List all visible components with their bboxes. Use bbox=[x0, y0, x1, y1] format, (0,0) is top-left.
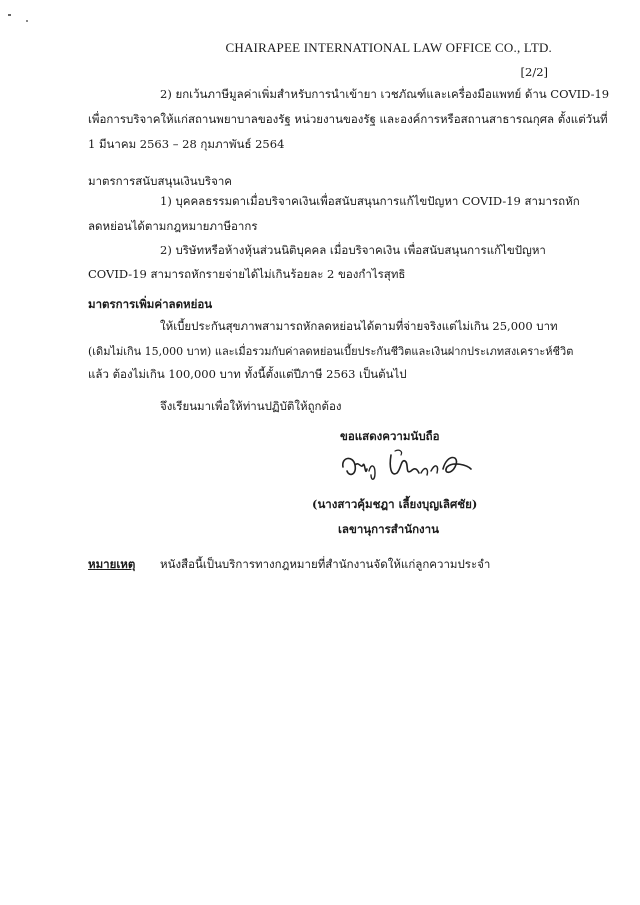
vat-item-line1: 2) ยกเว้นภาษีมูลค่าเพิ่มสำหรับการนำเข้ายา เวชภัณฑ์และเครื่องมือแพทย์ ด้าน COVID-19 bbox=[160, 87, 610, 101]
donation-heading: มาตรการสนับสนุนเงินบริจาค bbox=[88, 174, 232, 188]
scan-speck bbox=[26, 20, 28, 22]
donation-item2-line1: 2) บริษัทหรือห้างหุ้นส่วนนิติบุคคล เมื่อบริจาคเงิน เพื่อสนับสนุนการแก้ไขปัญหา bbox=[160, 243, 546, 257]
closing-text: จึงเรียนมาเพื่อให้ท่านปฏิบัติให้ถูกต้อง bbox=[160, 399, 342, 413]
deduction-heading: มาตรการเพิ่มค่าลดหย่อน bbox=[88, 297, 213, 311]
note-text: หนังสือนี้เป็นบริการทางกฎหมายที่สำนักงานจัดให้แก่ลูกความประจำ bbox=[160, 557, 491, 571]
vat-item-line3: 1 มีนาคม 2563 – 28 กุมภาพันธ์ 2564 bbox=[88, 137, 285, 151]
deduction-line2: (เดิมไม่เกิน 15,000 บาท) และเมื่อรวมกับค่าลดหย่อนเบี้ยประกันชีวิตและเงินฝากประเภทสงเคราะห์ชีวิต bbox=[88, 345, 574, 358]
deduction-line1: ให้เบี้ยประกันสุขภาพสามารถหักลดหย่อนได้ตามที่จ่ายจริงแต่ไม่เกิน 25,000 บาท bbox=[160, 319, 558, 333]
signer-title: เลขานุการสำนักงาน bbox=[338, 522, 439, 536]
letterhead-company: CHAIRAPEE INTERNATIONAL LAW OFFICE CO., LTD. bbox=[225, 40, 552, 55]
vat-item-line2: เพื่อการบริจาคให้แก่สถานพยาบาลของรัฐ หน่วยงานของรัฐ และองค์การหรือสถานสาธารณกุศล ตั้งแต่วันที่ bbox=[88, 112, 608, 126]
donation-item1-line1: 1) บุคคลธรรมดาเมื่อบริจาคเงินเพื่อสนับสนุนการแก้ไขปัญหา COVID-19 สามารถหัก bbox=[160, 194, 580, 208]
page-number: [2/2] bbox=[520, 65, 548, 79]
deduction-line3: แล้ว ต้องไม่เกิน 100,000 บาท ทั้งนี้ตั้งแต่ปีภาษี 2563 เป็นต้นไป bbox=[88, 367, 407, 381]
donation-item2-line2: COVID-19 สามารถหักรายจ่ายได้ไม่เกินร้อยละ 2 ของกำไรสุทธิ bbox=[88, 267, 406, 281]
donation-item1-line2: ลดหย่อนได้ตามกฎหมายภาษีอากร bbox=[88, 219, 258, 233]
note-label: หมายเหตุ bbox=[88, 557, 136, 571]
scan-speck bbox=[8, 14, 11, 16]
regards-text: ขอแสดงความนับถือ bbox=[340, 429, 440, 443]
signer-name: (นางสาวคุ้มชฎา เลี้ยงบุญเลิศชัย) bbox=[312, 497, 478, 511]
handwritten-signature bbox=[335, 447, 475, 487]
